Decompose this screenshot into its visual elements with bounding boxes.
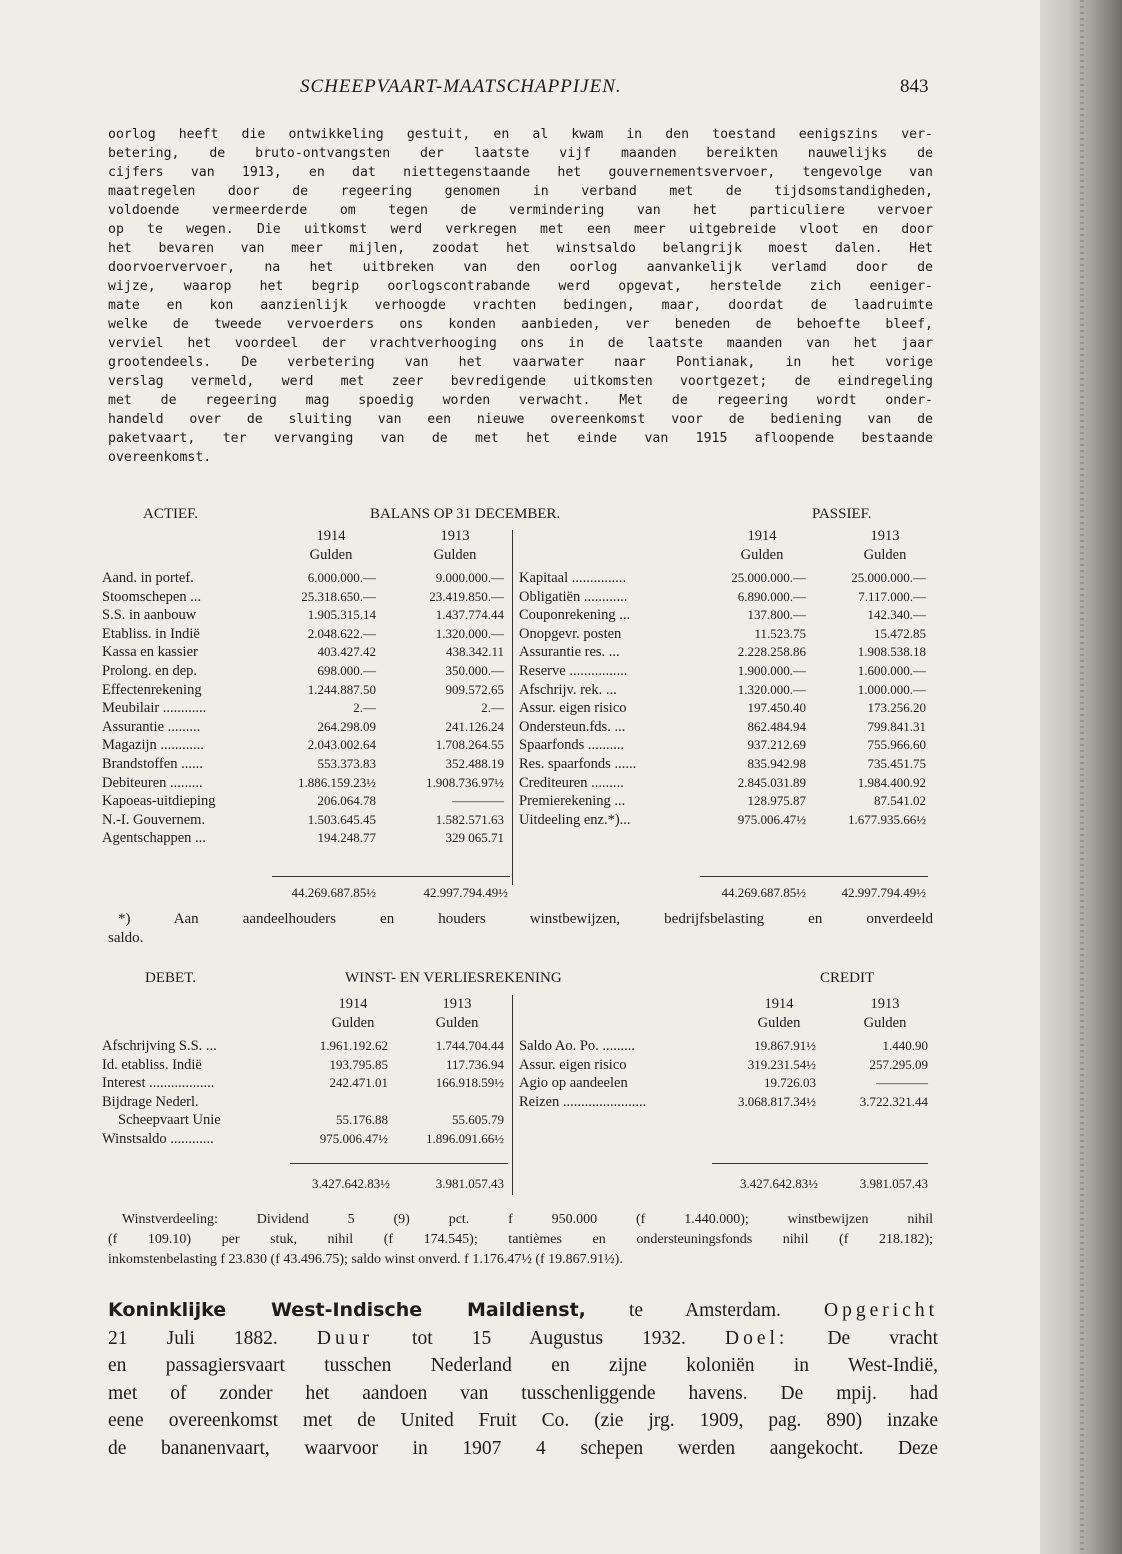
footnote: *) Aan aandeelhouders en houders winstbewijzen, bedrijfsbelasting en onverdeeld saldo. — [108, 911, 933, 946]
actief-labels: Aand. in portef. Stoomschepen ... S.S. in aanbouw Etabliss. in Indië Kassa en kassier Prolong. en dep. Effectenrekening Meubilair ............ Assurantie ......... Magazijn ............ Brandstoffen ...... Debiteuren ......... Kapoeas-uitdieping N.-I. Gouvernem. Agentschappen ... — [102, 570, 216, 847]
text-line: met of zonder het aandoen van tusschenliggende havens. De mpij. had — [108, 1382, 938, 1404]
text-line: voldoende vermeerderde om tegen de vermindering van het particuliere vervoer — [108, 203, 933, 218]
total-rule — [712, 1163, 928, 1164]
passief-header: PASSIEF. — [812, 506, 872, 522]
debet-labels: Afschrijving S.S. ... Id. etabliss. Indië Interest .................. Bijdrage Nederl. Scheepvaart Unie Winstsaldo ............ — [102, 1038, 221, 1147]
text-line: met de regeering mag spoedig worden verwacht. Met de regeering wordt onder- — [108, 393, 933, 408]
passief-total-1914: 44.269.687.85½ — [721, 885, 806, 900]
balance-title: BALANS OP 31 DECEMBER. — [370, 506, 561, 522]
actief-total-1914: 44.269.687.85½ — [291, 885, 376, 900]
credit-total-1913: 3.981.057.43 — [859, 1176, 928, 1191]
credit-labels: Saldo Ao. Po. ......... Assur. eigen risico Agio op aandeelen Reizen ....................... — [519, 1038, 647, 1110]
year-header: 1914 Gulden — [331, 996, 375, 1031]
credit-1913-values: 1.440.90 257.295.09 ———— 3.722.321.44 — [859, 1038, 928, 1109]
text-line: verslag vermeld, werd met zeer bevredigende uitkomsten voortgezet; de eindregeling — [108, 374, 933, 389]
actief-1913-values: 9.000.000.— 23.419.850.— 1.437.774.44 1.320.000.— 438.342.11 350.000.— 909.572.65 2.— 241.126.24 1.708.264.55 352.488.19 1.908.736.97½ ———— 1.582.571.63 329 065.71 — [426, 570, 504, 846]
page-number: 843 — [900, 76, 929, 97]
text-line: overeenkomst. — [108, 450, 212, 465]
intro-paragraph — [108, 125, 933, 467]
text-line: paketvaart, ter vervanging van de met het einde van 1915 afloopende bestaande — [108, 431, 933, 446]
text-line: maatregelen door de regeering genomen in verband met de tijdsomstandigheden, — [108, 184, 933, 199]
text-line: oorlog heeft die ontwikkeling gestuit, en al kwam in den toestand eenigszins ver- — [108, 127, 933, 142]
actief-header: ACTIEF. — [143, 506, 199, 522]
debet-header: DEBET. — [145, 970, 196, 986]
column-divider — [512, 530, 513, 885]
text-line: mate en kon aanzienlijk verhoogde vrachten bedingen, maar, doordat de laadruimte — [108, 298, 933, 313]
total-rule — [272, 876, 510, 877]
text-line: grootendeels. De verbetering van het vaarwater naar Pontianak, in het vorige — [108, 355, 933, 370]
year-header: 1913 Gulden — [863, 996, 907, 1031]
text-line: verviel het voordeel der vrachtverhooging ons in de laatste maanden van het jaar — [108, 336, 933, 351]
year-header: 1913 Gulden — [433, 528, 477, 563]
year-header: 1913 Gulden — [435, 996, 479, 1031]
credit-1914-values: 19.867.91½ 319.231.54½ 19.726.03 3.068.817.34½ — [738, 1038, 816, 1109]
text-line: op te wegen. Die uitkomst werd verkregen met een meer uitgebreide vloot en door — [108, 222, 933, 237]
credit-total-1914: 3.427.642.83½ — [740, 1176, 818, 1191]
actief-1914-values: 6.000.000.— 25.318.650.— 1.905.315.14 2.048.622.— 403.427.42 698.000.— 1.244.887.50 2.— 264.298.09 2.043.002.64 553.373.83 1.886.159.23½ 206.064.78 1.503.645.45 194.248.77 — [298, 570, 376, 846]
year-header: 1914 Gulden — [309, 528, 353, 563]
book-edge — [1040, 0, 1122, 1554]
actief-total-1913: 42.997.794.49½ — [423, 885, 508, 900]
passief-1914-values: 25.000.000.— 6.890.000.— 137.800.— 11.523.75 2.228.258.86 1.900.000.— 1.320.000.— 197.450.40 862.484.94 937.212.69 835.942.98 2.845.031.89 128.975.87 975.006.47½ — [731, 570, 806, 827]
column-divider — [512, 995, 513, 1195]
text-line: handeld over de sluiting van een nieuwe overeenkomst voor de bediening van de — [108, 412, 933, 427]
year-header: 1914 Gulden — [757, 996, 801, 1031]
text-line: het bevaren van meer mijlen, zoodat het winstsaldo belangrijk moest dalen. Het — [108, 241, 933, 256]
passief-1913-values: 25.000.000.— 7.117.000.— 142.340.— 15.472.85 1.908.538.18 1.600.000.— 1.000.000.— 173.256.20 799.841.31 755.966.60 735.451.75 1.984.400.92 87.541.02 1.677.935.66½ — [848, 570, 926, 827]
company-name: Koninklijke West-Indische Maildienst, — [108, 1299, 586, 1321]
text-line: eene overeenkomst met de United Fruit Co. (zie jrg. 1909, pag. 890) inzake — [108, 1410, 938, 1431]
year-header: 1914 Gulden — [740, 528, 784, 563]
passief-total-1913: 42.997.794.49½ — [841, 885, 926, 900]
total-rule — [290, 1163, 508, 1164]
text-line: welke de tweede vervoerders ons konden aanbieden, ver beneden de behoefte bleef, — [108, 317, 933, 332]
winst-title: WINST- EN VERLIESREKENING — [345, 970, 562, 986]
text-line: en passagiersvaart tusschen Nederland en zijne koloniën in West-Indië, — [108, 1355, 938, 1376]
text-line: wijze, waarop het begrip oorlogscontrabande werd opgevat, herstelde zich eeniger- — [108, 279, 933, 294]
debet-1914-values: 1.961.192.62 193.795.85 242.471.01 55.176.88 975.006.47½ — [319, 1038, 388, 1146]
company-entry: Koninklijke West-Indische Maildienst, te Amsterdam. Opgericht 21 Juli 1882. Duur tot 15 Augustus 1932. Doel: De vracht en passagiersvaart tusschen Nederland en zijne koloniën in West-Indië, met of zonder het aandoen van tusschenliggende havens. De mpij. had eene overeenkomst met de United Fruit Co. (zie jrg. 1909, pag. 890) inzake de bananenvaart, waarvoor in 1907 4 schepen werden aangekocht. Deze — [108, 1297, 938, 1462]
total-rule — [700, 876, 928, 877]
winstverdeeling: Winstverdeeling: Dividend 5 (9) pct. f 950.000 (f 1.440.000); winstbewijzen nihil (f 109.10) per stuk, nihil (f 174.545); tantièmes en ondersteuningsfonds nihil (f 218.182); inkomstenbelasting f 23.830 (f 43.496.75); saldo winst onverd. f 1.176.47½ (f 19.867.91½). — [108, 1212, 933, 1267]
text-line: cijfers van 1913, en dat niettegenstaande het gouvernementsvervoer, tengevolge van — [108, 165, 933, 180]
debet-total-1913: 3.981.057.43 — [435, 1176, 504, 1191]
year-header: 1913 Gulden — [863, 528, 907, 563]
credit-header: CREDIT — [820, 970, 875, 986]
debet-1913-values: 1.744.704.44 117.736.94 166.918.59½ 55.605.79 1.896.091.66½ — [426, 1038, 504, 1146]
text-line: de bananenvaart, waarvoor in 1907 4 schepen werden aangekocht. Deze — [108, 1437, 938, 1459]
text-line: betering, de bruto-ontvangsten der laatste vijf maanden bereikten nauwelijks de — [108, 146, 933, 161]
debet-total-1914: 3.427.642.83½ — [312, 1176, 390, 1191]
running-title: SCHEEPVAART-MAATSCHAPPIJEN. — [300, 76, 622, 97]
text-line: doorvoervervoer, na het uitbreken van den oorlog aanvankelijk verlamd door de — [108, 260, 933, 275]
passief-labels: Kapitaal ............... Obligatiën ............ Couponrekening ... Onopgevr. posten Assurantie res. ... Reserve ................ Afschrijv. rek. ... Assur. eigen risico Ondersteun.fds. ... Spaarfonds .......... Res. spaarfonds ...... Crediteuren ......... Premierekening ... Uitdeeling enz.*)... — [519, 570, 637, 828]
